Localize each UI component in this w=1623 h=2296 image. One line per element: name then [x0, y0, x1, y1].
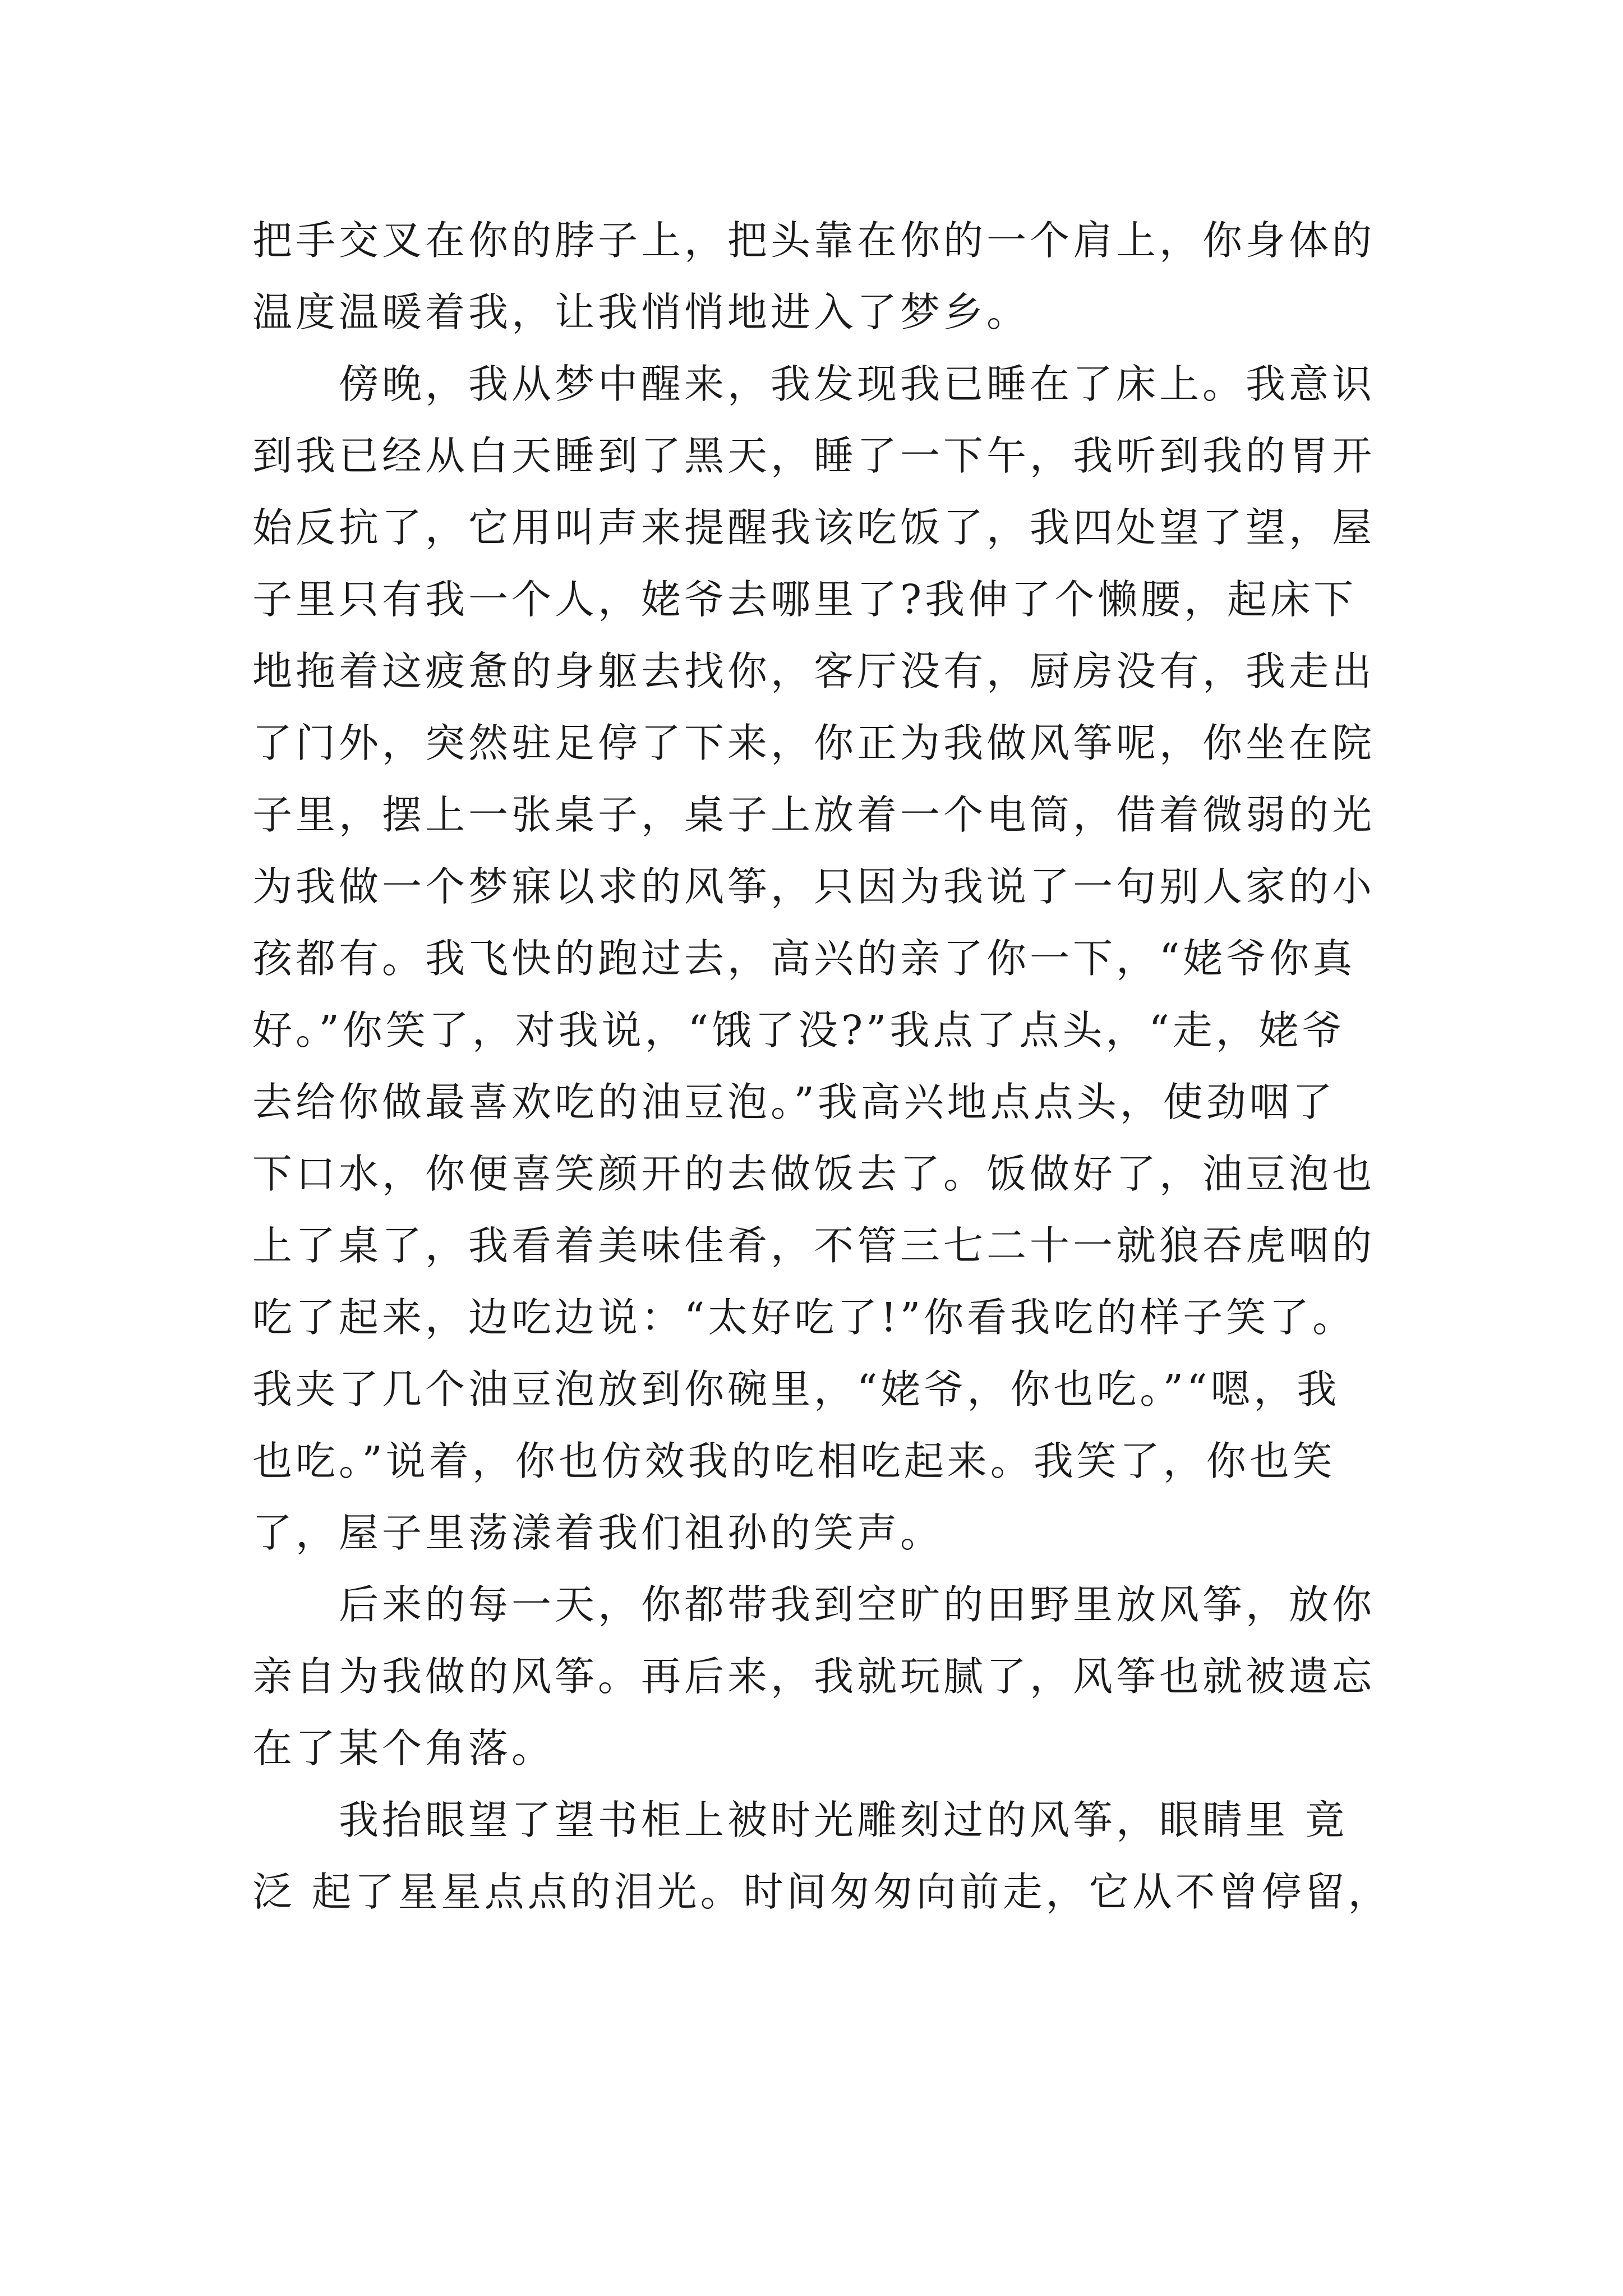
text-line: 到我已经从白天睡到了黑天，睡了一下午，我听到我的胃开	[252, 432, 1376, 479]
text-line: 亲自为我做的风筝。再后来，我就玩腻了，风筝也就被遗忘	[252, 1653, 1376, 1700]
text-line: 上了桌了，我看着美味佳肴，不管三七二十一就狼吞虎咽的	[252, 1222, 1376, 1269]
text-line: 吃了起来，边吃边说：“太好吃了!”你看我吃的样子笑了。	[252, 1294, 1356, 1341]
text-line: 也吃。”说着，你也仿效我的吃相吃起来。我笑了，你也笑	[252, 1438, 1336, 1484]
body-text	[252, 205, 1430, 1928]
text-line: 了门外，突然驻足停了下来，你正为我做风筝呢，你坐在院	[252, 720, 1376, 766]
text-line: 后来的每一天，你都带我到空旷的田野里放风筝，放你	[252, 1581, 1376, 1628]
text-line: 去给你做最喜欢吃的油豆泡。”我高兴地点点头，使劲咽了	[252, 1079, 1336, 1125]
text-line: 了，屋子里荡漾着我们祖孙的笑声。	[252, 1510, 944, 1556]
text-line: 子里，摆上一张桌子，桌子上放着一个电筒，借着微弱的光	[252, 792, 1376, 838]
text-line: 下口水，你便喜笑颜开的去做饭去了。饭做好了，油豆泡也	[252, 1151, 1376, 1197]
text-line: 在了某个角落。	[252, 1725, 555, 1772]
text-line: 好。”你笑了，对我说，“饿了没?”我点了点头，“走，姥爷	[252, 1007, 1345, 1053]
text-line: 傍晚，我从梦中醒来，我发现我已睡在了床上。我意识	[252, 361, 1376, 407]
text-line: 始反抗了，它用叫声来提醒我该吃饭了，我四处望了望，屋	[252, 504, 1376, 551]
text-line: 温度温暖着我，让我悄悄地进入了梦乡。	[252, 289, 1030, 335]
text-line: 把手交叉在你的脖子上，把头靠在你的一个肩上，你身体的	[252, 217, 1376, 264]
text-line: 地拖着这疲惫的身躯去找你，客厅没有，厨房没有，我走出	[252, 648, 1376, 694]
text-line: 为我做一个梦寐以求的风筝，只因为我说了一句别人家的小	[252, 863, 1376, 910]
text-line: 泛 起了星星点点的泪光。时间匆匆向前走，它从不曾停留，	[252, 1869, 1391, 1915]
text-line: 孩都有。我飞快的跑过去，高兴的亲了你一下，“姥爷你真	[252, 935, 1356, 982]
text-line: 子里只有我一个人，姥爷去哪里了?我伸了个懒腰，起床下	[252, 576, 1357, 623]
text-line: 我抬眼望了望书柜上被时光雕刻过的风筝，眼睛里 竟	[252, 1797, 1348, 1843]
text-line: 我夹了几个油豆泡放到你碗里，“姥爷，你也吃。”“嗯，我	[252, 1366, 1340, 1412]
